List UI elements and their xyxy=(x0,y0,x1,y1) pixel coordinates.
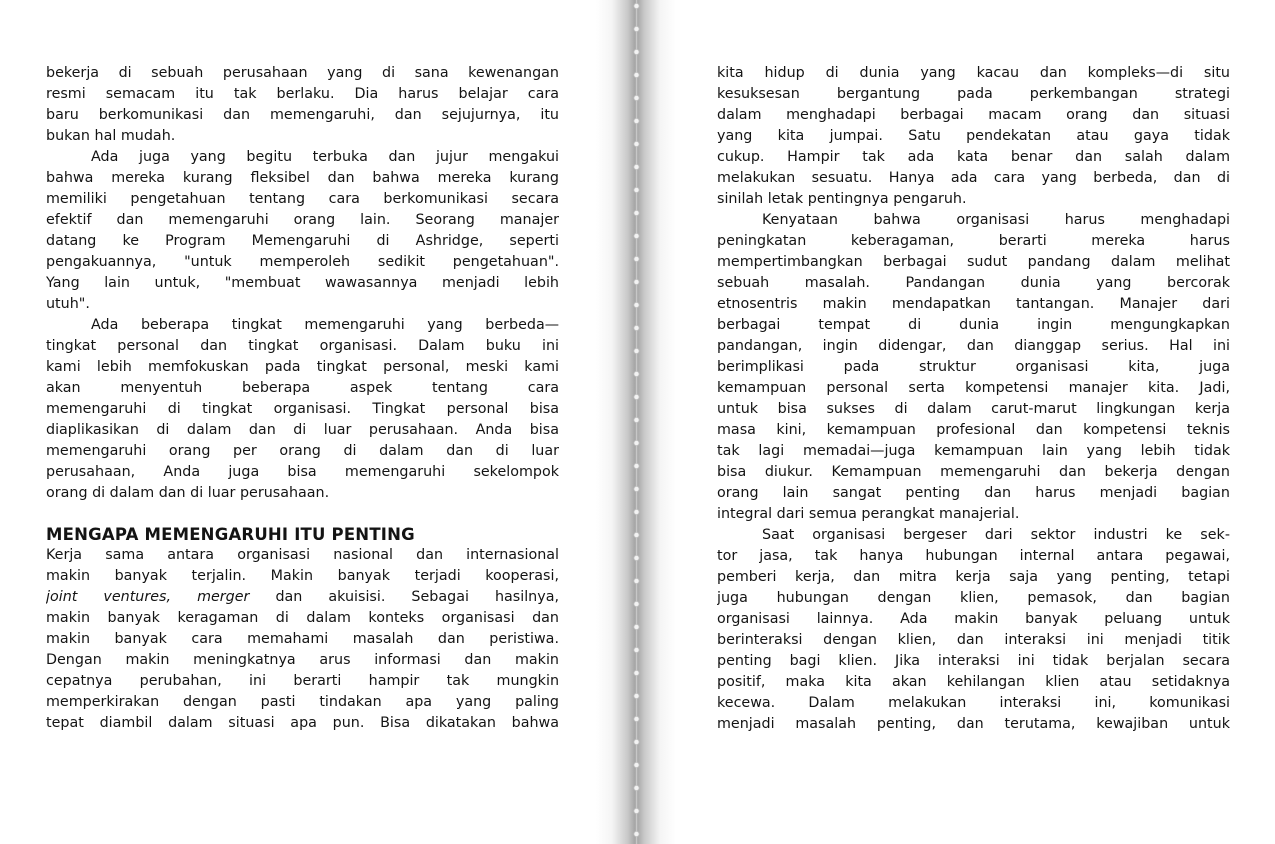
paragraph xyxy=(46,63,559,147)
text-line: integral dari semua perangkat manajerial. xyxy=(717,506,1020,522)
paragraph xyxy=(717,63,1230,210)
text-line: memperkirakan dengan pasti tindakan apa yang paling xyxy=(46,694,559,710)
text-line: Kerja sama antara organisasi nasional dan internasional xyxy=(46,547,559,563)
text-line: etnosentris makin mendapatkan tantangan. Manajer dari xyxy=(717,296,1230,312)
paragraph xyxy=(717,210,1230,525)
spine-dot xyxy=(634,164,639,169)
text-line: diaplikasikan di dalam dan di luar perusahaan. Anda bisa xyxy=(46,422,559,438)
spine-dot xyxy=(634,440,639,445)
spine-dot xyxy=(634,325,639,330)
text-line: Ada juga yang begitu terbuka dan jujur mengakui xyxy=(91,149,559,165)
spine-dot xyxy=(634,555,639,560)
text-line: bahwa mereka kurang fleksibel dan bahwa mereka kurang xyxy=(46,170,559,186)
text-line: pengakuannya, "untuk memperoleh sedikit pengetahuan". xyxy=(46,254,559,270)
text-line: Ada beberapa tingkat memengaruhi yang berbeda— xyxy=(91,317,559,333)
text-line: makin banyak cara memahami masalah dan peristiwa. xyxy=(46,631,559,647)
left-page xyxy=(46,63,559,734)
text-line: pemberi kerja, dan mitra kerja saja yang penting, tetapi xyxy=(717,569,1230,585)
text-line: untuk bisa sukses di dalam carut-marut lingkungan kerja xyxy=(717,401,1230,417)
spine-dot xyxy=(634,808,639,813)
book-spine xyxy=(633,0,640,844)
spine-dot xyxy=(634,72,639,77)
spine-dot xyxy=(634,762,639,767)
text-line: datang ke Program Memengaruhi di Ashridge, seperti xyxy=(46,233,559,249)
spine-dot xyxy=(634,3,639,8)
spine-dot xyxy=(634,509,639,514)
text-line: Kenyataan bahwa organisasi harus menghadapi xyxy=(762,212,1230,228)
text-line: kita hidup di dunia yang kacau dan kompleks—di situ xyxy=(717,65,1230,81)
spine-dot xyxy=(634,210,639,215)
spine-dot xyxy=(634,49,639,54)
text-line: resmi semacam itu tak berlaku. Dia harus belajar cara xyxy=(46,86,559,102)
text-line: masa kini, kemampuan profesional dan kompetensi teknis xyxy=(717,422,1230,438)
text-line: bisa diukur. Kemampuan memengaruhi dan bekerja dengan xyxy=(717,464,1230,480)
spine-dot xyxy=(634,187,639,192)
paragraph xyxy=(717,525,1230,735)
text-line: pandangan, ingin didengar, dan dianggap serius. Hal ini xyxy=(717,338,1230,354)
text-line: utuh". xyxy=(46,296,90,312)
text-line: berbagai tempat di dunia ingin mengungkapkan xyxy=(717,317,1230,333)
text-line: tor jasa, tak hanya hubungan internal antara pegawai, xyxy=(717,548,1230,564)
right-page xyxy=(717,63,1230,735)
text-line: dalam menghadapi berbagai macam orang dan situasi xyxy=(717,107,1230,123)
text-line: memengaruhi di tingkat organisasi. Tingkat personal bisa xyxy=(46,401,559,417)
text-line: positif, maka kita akan kehilangan klien atau setidaknya xyxy=(717,674,1230,690)
italic-term: joint ventures, merger xyxy=(46,589,250,605)
spine-dot xyxy=(634,486,639,491)
text-line: bekerja di sebuah perusahaan yang di sana kewenangan xyxy=(46,65,559,81)
text-line: kecewa. Dalam melakukan interaksi ini, komunikasi xyxy=(717,695,1230,711)
text-line: kami lebih memfokuskan pada tingkat personal, meski kami xyxy=(46,359,559,375)
text-run: dan akuisisi. Sebagai hasilnya, xyxy=(249,589,559,605)
text-line: juga hubungan dengan klien, pemasok, dan bagian xyxy=(717,590,1230,606)
spine-dot xyxy=(634,739,639,744)
text-line xyxy=(46,587,559,608)
spine-dot xyxy=(634,371,639,376)
text-line: orang lain sangat penting dan harus menjadi bagian xyxy=(717,485,1230,501)
spine-dot xyxy=(634,95,639,100)
spine-dot xyxy=(634,831,639,836)
section-heading: MENGAPA MEMENGARUHI ITU PENTING xyxy=(46,525,415,544)
text-line: organisasi lainnya. Ada makin banyak peluang untuk xyxy=(717,611,1230,627)
spine-dot xyxy=(634,624,639,629)
text-line: kesuksesan bergantung pada perkembangan strategi xyxy=(717,86,1230,102)
text-line: baru berkomunikasi dan memengaruhi, dan sejujurnya, itu xyxy=(46,107,559,123)
text-line: sinilah letak pentingnya pengaruh. xyxy=(717,191,967,207)
text-line: berimplikasi pada struktur organisasi kita, juga xyxy=(717,359,1230,375)
text-line: akan menyentuh beberapa aspek tentang cara xyxy=(46,380,559,396)
spine-dot xyxy=(634,532,639,537)
text-line: memiliki pengetahuan tentang cara berkomunikasi secara xyxy=(46,191,559,207)
spine-dot xyxy=(634,141,639,146)
text-line: sebuah masalah. Pandangan dunia yang bercorak xyxy=(717,275,1230,291)
spine-dot xyxy=(634,785,639,790)
text-line: yang kita jumpai. Satu pendekatan atau gaya tidak xyxy=(717,128,1230,144)
spine-dot xyxy=(634,348,639,353)
spine-dot xyxy=(634,233,639,238)
paragraph xyxy=(46,545,559,734)
text-line: Dengan makin meningkatnya arus informasi dan makin xyxy=(46,652,559,668)
text-line: berinteraksi dengan klien, dan interaksi ini menjadi titik xyxy=(717,632,1230,648)
spine-dot xyxy=(634,256,639,261)
text-line: bukan hal mudah. xyxy=(46,128,176,144)
paragraph xyxy=(46,315,559,504)
text-line: memengaruhi orang per orang di dalam dan di luar xyxy=(46,443,559,459)
text-line: perusahaan, Anda juga bisa memengaruhi sekelompok xyxy=(46,464,559,480)
spine-dot xyxy=(634,716,639,721)
text-line: cukup. Hampir tak ada kata benar dan salah dalam xyxy=(717,149,1230,165)
text-line: Yang lain untuk, "membuat wawasannya menjadi lebih xyxy=(46,275,559,291)
text-line: orang di dalam dan di luar perusahaan. xyxy=(46,485,330,501)
text-line: mempertimbangkan berbagai sudut pandang dalam melihat xyxy=(717,254,1230,270)
spine-dot xyxy=(634,601,639,606)
text-line: penting bagi klien. Jika interaksi ini tidak berjalan secara xyxy=(717,653,1230,669)
spine-dot xyxy=(634,302,639,307)
text-line: peningkatan keberagaman, berarti mereka harus xyxy=(717,233,1230,249)
paragraph xyxy=(46,147,559,315)
text-line: makin banyak keragaman di dalam konteks organisasi dan xyxy=(46,610,559,626)
text-line: tepat diambil dalam situasi apa pun. Bisa dikatakan bahwa xyxy=(46,715,559,731)
spine-dot xyxy=(634,279,639,284)
text-line: melakukan sesuatu. Hanya ada cara yang berbeda, dan di xyxy=(717,170,1230,186)
text-line: kemampuan personal serta kompetensi manajer kita. Jadi, xyxy=(717,380,1230,396)
text-line: menjadi masalah penting, dan terutama, kewajiban untuk xyxy=(717,716,1230,732)
text-line: makin banyak terjalin. Makin banyak terjadi kooperasi, xyxy=(46,568,559,584)
spine-dot xyxy=(634,118,639,123)
spine-dot xyxy=(634,394,639,399)
text-line: efektif dan memengaruhi orang lain. Seorang manajer xyxy=(46,212,559,228)
spine-dot xyxy=(634,647,639,652)
text-line: Saat organisasi bergeser dari sektor industri ke sek- xyxy=(762,527,1230,543)
text-line: tak lagi memadai—juga kemampuan lain yang lebih tidak xyxy=(717,443,1230,459)
text-line: cepatnya perubahan, ini berarti hampir tak mungkin xyxy=(46,673,559,689)
spine-dot xyxy=(634,670,639,675)
spine-dot xyxy=(634,693,639,698)
spine-dot xyxy=(634,463,639,468)
spine-dot xyxy=(634,417,639,422)
text-line: tingkat personal dan tingkat organisasi. Dalam buku ini xyxy=(46,338,559,354)
spine-dot xyxy=(634,578,639,583)
spine-dot xyxy=(634,26,639,31)
